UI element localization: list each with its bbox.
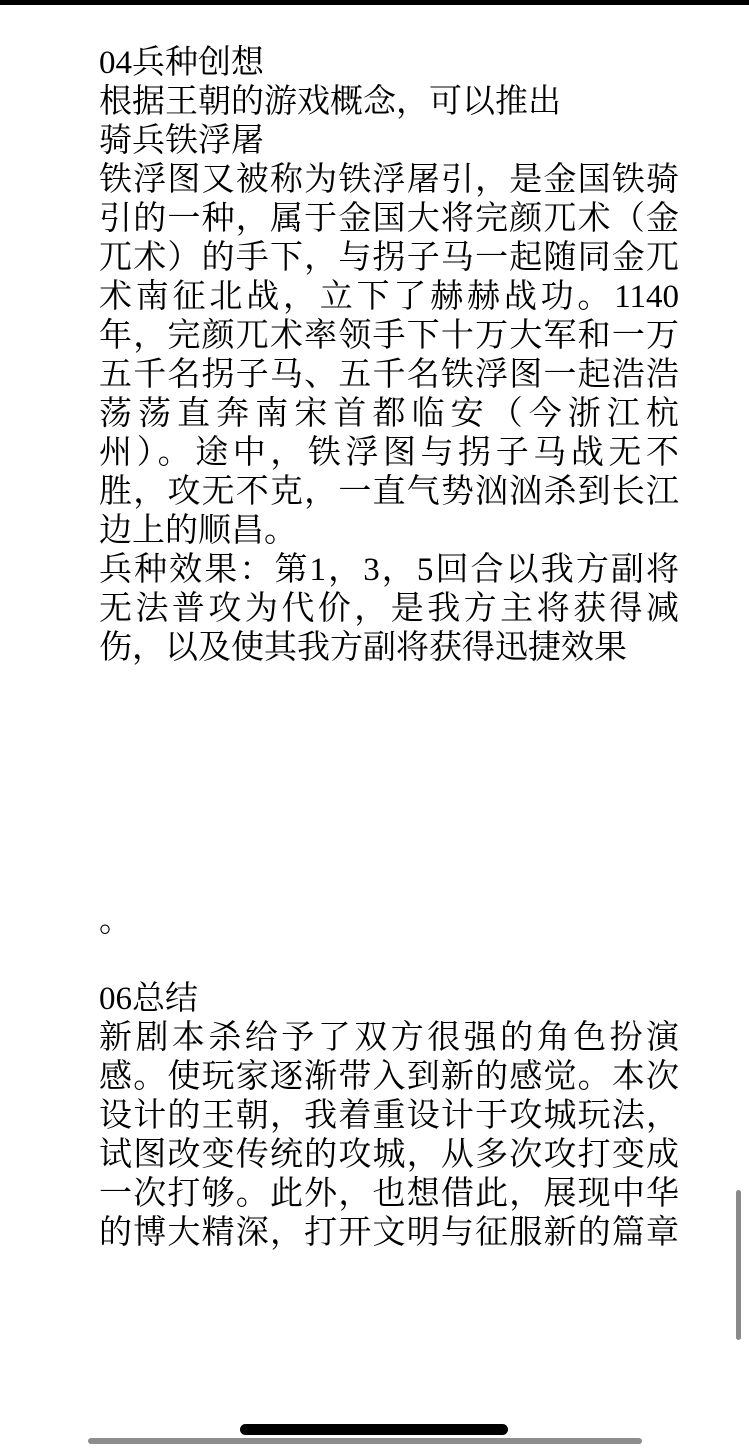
summary-line: 新剧本杀给予了双方很强的角色扮演 (99, 1020, 679, 1056)
unit-effect-line: 伤，以及使其我方副将获得迅捷效果 (99, 630, 627, 666)
stray-punctuation: 。 (99, 903, 132, 939)
unit-description-line: 年，完颜兀术率领手下十万大军和一万 (99, 318, 679, 354)
unit-description-line: 术南征北战，立下了赫赫战功。1140 (99, 279, 679, 315)
vertical-scrollbar[interactable] (736, 1190, 741, 1340)
article-content[interactable] (99, 44, 679, 1253)
section-intro: 根据王朝的游戏概念，可以推出 (99, 84, 561, 120)
unit-name: 骑兵铁浮屠 (99, 123, 264, 159)
unit-description-line: 州）。途中，铁浮图与拐子马战无不 (99, 435, 679, 471)
section-heading-summary: 06总结 (99, 981, 198, 1017)
unit-description-line: 兀术）的手下，与拐子马一起随同金兀 (99, 240, 679, 276)
top-status-bar (0, 0, 749, 5)
unit-effect-line: 无法普攻为代价，是我方主将获得减 (99, 591, 679, 627)
summary-line: 感。使玩家逐渐带入到新的感觉。本次 (99, 1059, 679, 1095)
unit-description-line: 五千名拐子马、五千名铁浮图一起浩浩 (99, 357, 679, 393)
unit-description-line: 荡荡直奔南宋首都临安（今浙江杭 (99, 396, 679, 432)
unit-description-line: 铁浮图又被称为铁浮屠引，是金国铁骑 (99, 162, 679, 198)
summary-line: 一次打够。此外，也想借此，展现中华 (99, 1176, 679, 1212)
unit-description-line: 边上的顺昌。 (99, 513, 297, 549)
summary-line: 的博大精深，打开文明与征服新的篇章 (99, 1215, 679, 1251)
summary-line: 试图改变传统的攻城，从多次攻打变成 (99, 1137, 679, 1173)
unit-description-line: 胜，攻无不克，一直气势汹汹杀到长江 (99, 474, 679, 510)
horizontal-scrollbar[interactable] (88, 1438, 642, 1444)
blank-space (99, 941, 679, 980)
unit-effect-line: 兵种效果：第1，3，5回合以我方副将 (99, 552, 679, 588)
section-heading-troop-concept: 04兵种创想 (99, 45, 264, 81)
home-indicator[interactable] (240, 1424, 508, 1435)
blank-space (99, 668, 679, 902)
unit-description-line: 引的一种，属于金国大将完颜兀术（金 (99, 201, 679, 237)
summary-line: 设计的王朝，我着重设计于攻城玩法， (99, 1098, 679, 1134)
